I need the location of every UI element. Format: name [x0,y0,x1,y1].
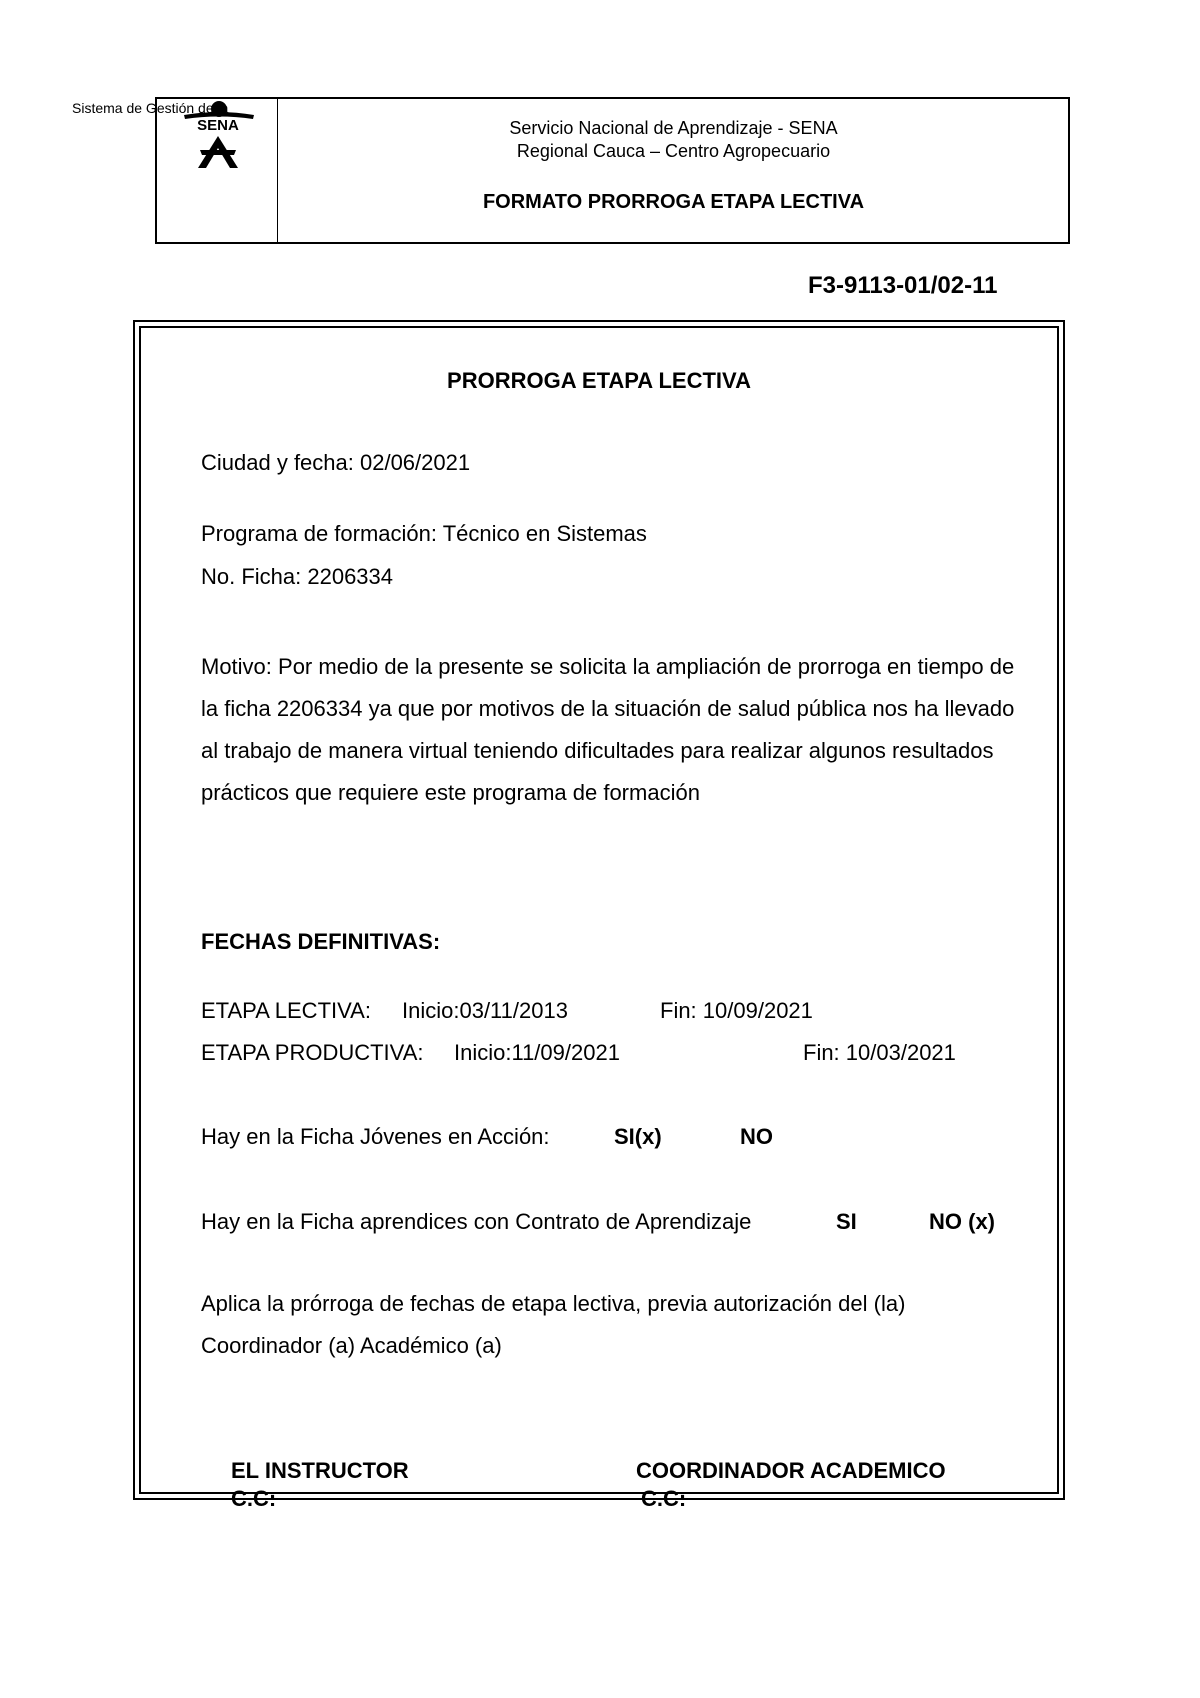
city-date: Ciudad y fecha: 02/06/2021 [201,450,471,475]
header-divider [277,97,278,244]
org-name: Servicio Nacional de Aprendizaje - SENA [509,118,838,138]
form-heading: PRORROGA ETAPA LECTIVA [447,368,751,393]
program-field: Programa de formación: Técnico en Sistemas [201,521,647,546]
contrato-question: Hay en la Ficha aprendices con Contrato de Aprendizaje [201,1209,752,1234]
productiva-inicio: Inicio:11/09/2021 [454,1040,620,1065]
aplica-line-1: Aplica la prórroga de fechas de etapa lectiva, previa autorización del (la) [201,1291,906,1316]
coordinator-cc: C.C: [641,1486,687,1511]
svg-text:SENA: SENA [197,117,239,134]
fechas-heading: FECHAS DEFINITIVAS: [201,929,441,954]
lectiva-fin: Fin: 10/09/2021 [660,998,813,1023]
instructor-cc: C.C: [231,1486,277,1511]
org-region: Regional Cauca – Centro Agropecuario [516,141,831,161]
lectiva-label: ETAPA LECTIVA: [201,998,371,1023]
jovenes-question: Hay en la Ficha Jóvenes en Acción: [201,1124,550,1149]
motivo-paragraph: Motivo: Por medio de la presente se solicita la ampliación de prorroga en tiempo de la ficha 2206334 ya que por motivos de la situación de salud pública nos ha llevado al trabajo de manera virtual teniendo dificultades para realizar algunos resultados prácticos que requiere este programa de formación [201,654,1015,805]
jovenes-si: SI(x) [614,1124,662,1149]
aplica-line-2: Coordinador (a) Académico (a) [201,1333,502,1358]
productiva-label: ETAPA PRODUCTIVA: [201,1040,424,1065]
form-border-inner [139,326,1059,1494]
jovenes-no: NO [740,1124,773,1149]
lectiva-inicio: Inicio:03/11/2013 [402,998,568,1023]
form-code: F3-9113-01/02-11 [808,272,998,299]
system-label: Sistema de Gestión de la [72,100,229,116]
format-title: FORMATO PRORROGA ETAPA LECTIVA [482,191,865,213]
instructor-signature-label: EL INSTRUCTOR [231,1458,409,1483]
contrato-si: SI [836,1209,857,1234]
productiva-fin: Fin: 10/03/2021 [803,1040,956,1065]
contrato-no: NO (x) [929,1209,995,1234]
coordinator-signature-label: COORDINADOR ACADEMICO [636,1458,946,1483]
ficha-field: No. Ficha: 2206334 [201,564,394,589]
